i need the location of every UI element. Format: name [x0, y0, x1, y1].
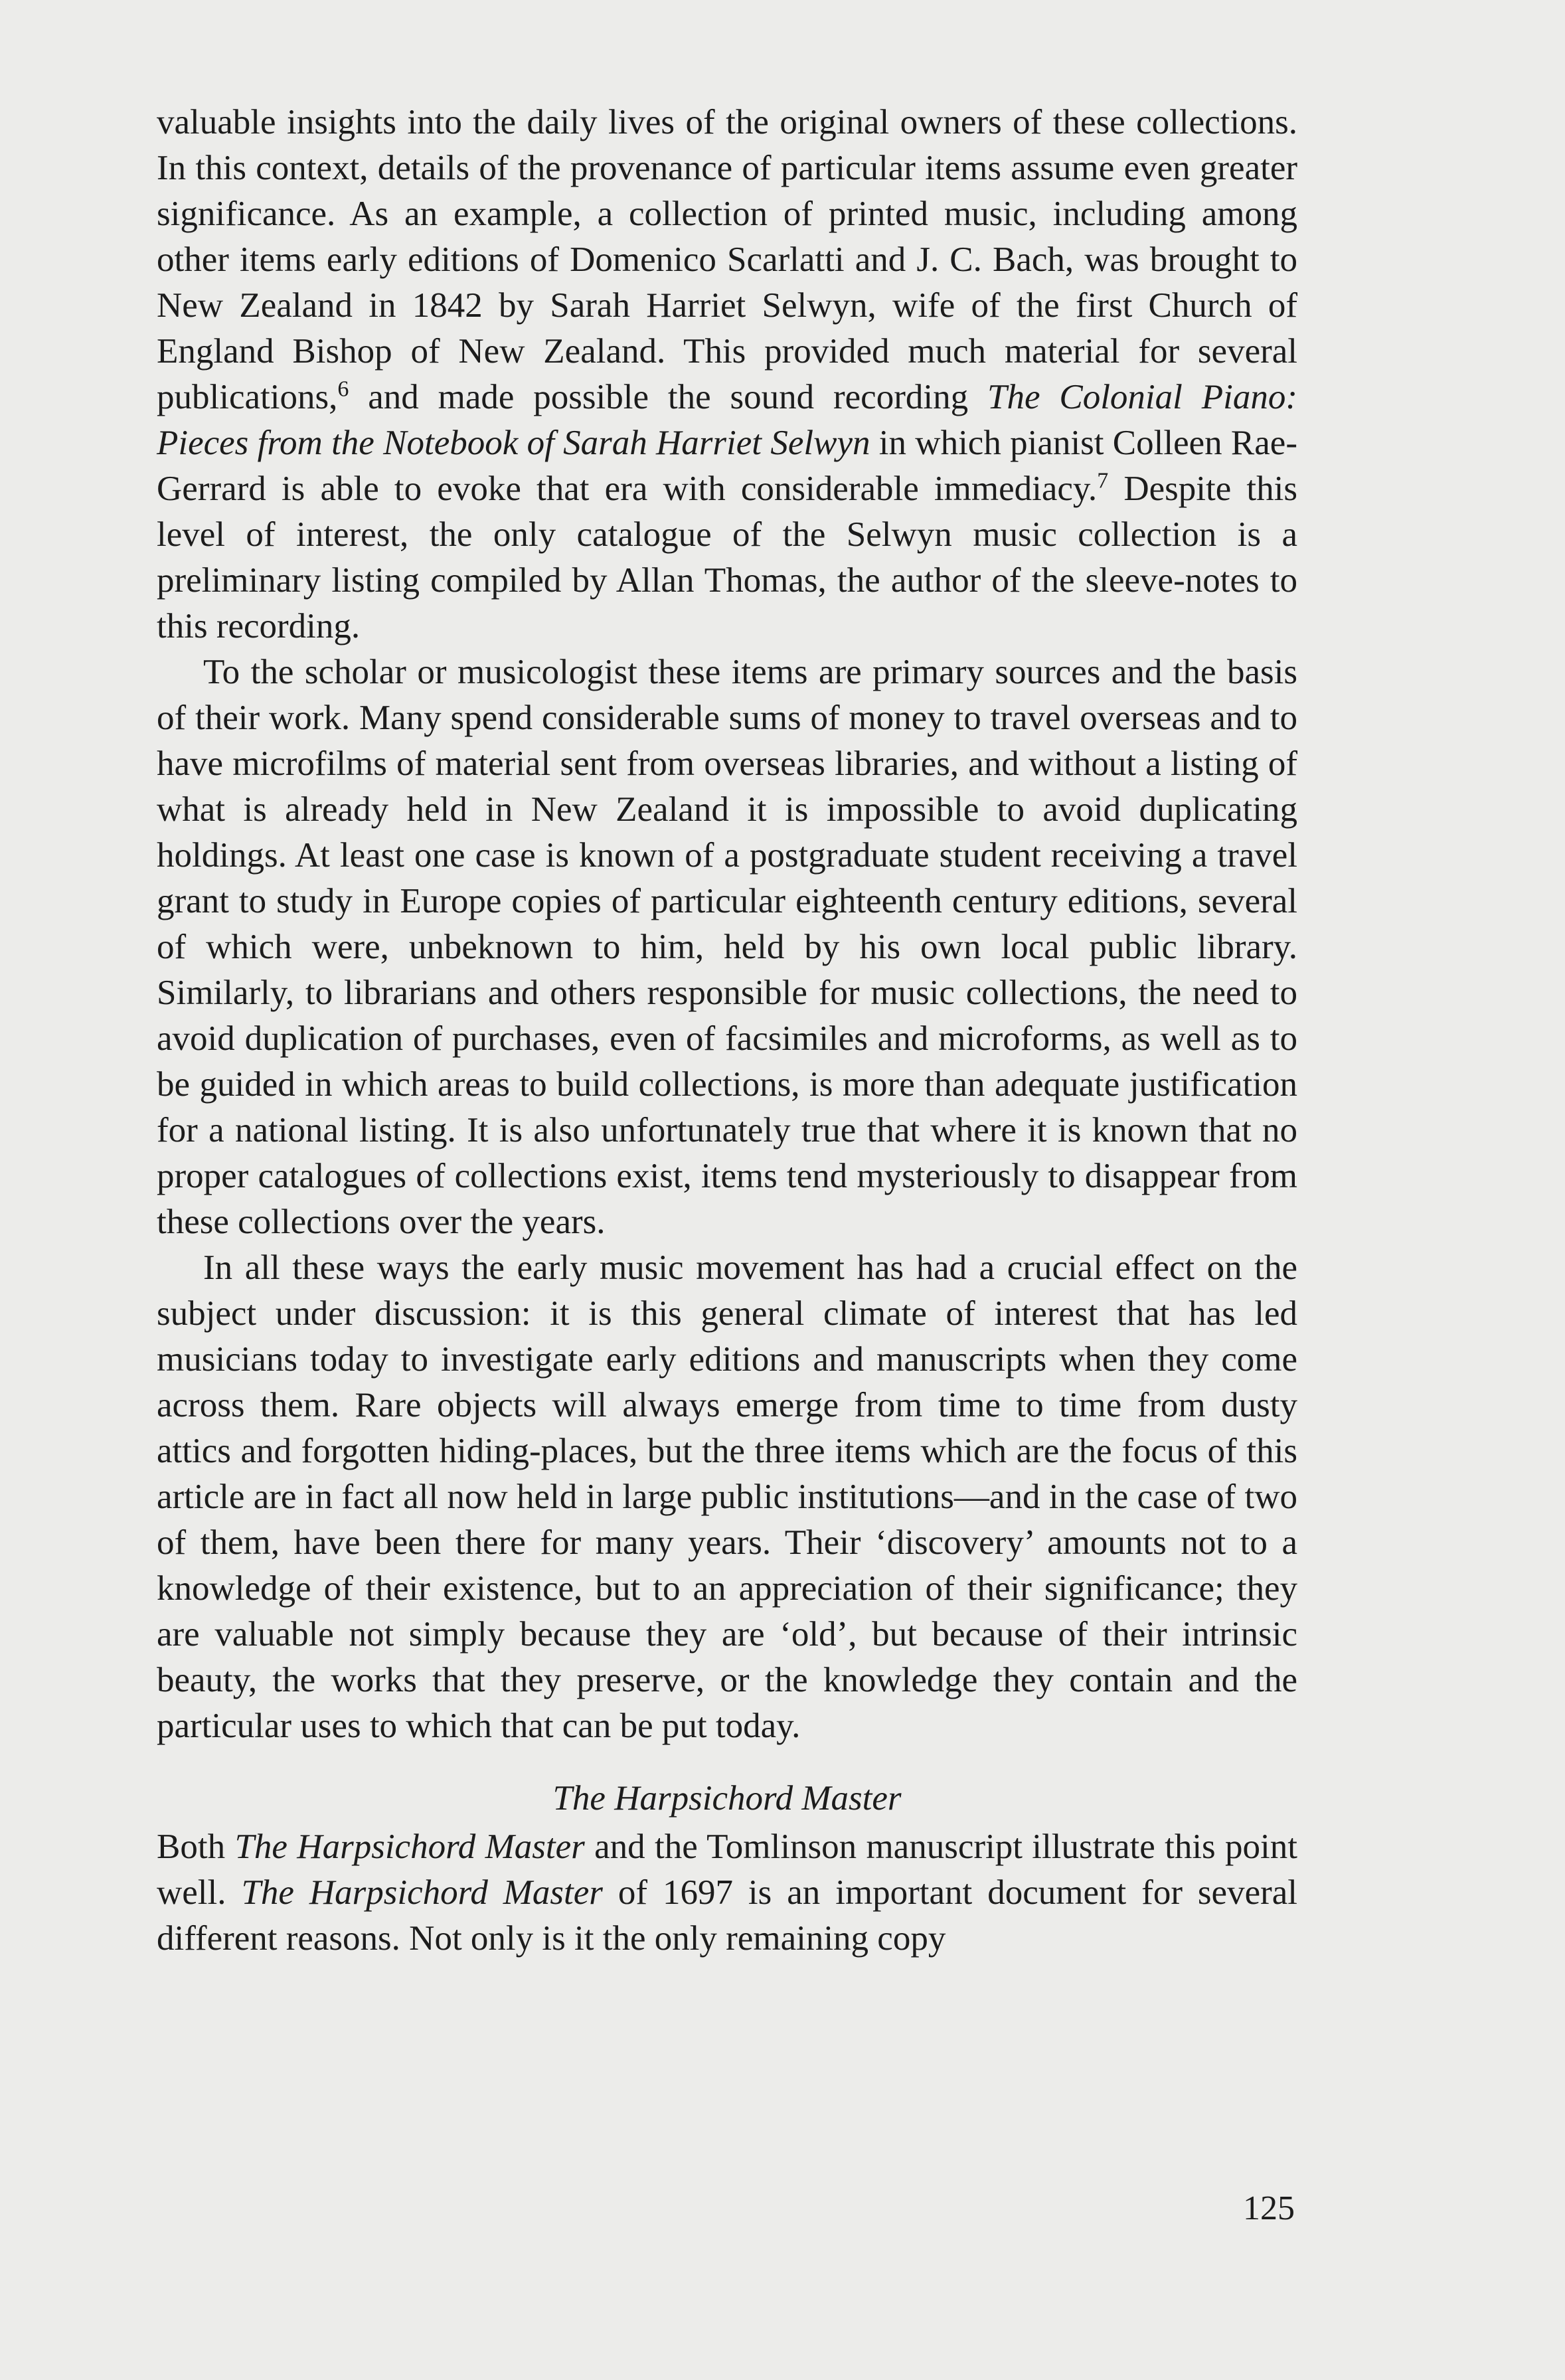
footnote-marker-7: 7 [1097, 468, 1109, 493]
body-text [157, 100, 1297, 1962]
paragraph-4-text-a: Both [157, 1828, 235, 1866]
section-heading: The Harpsichord Master [552, 1779, 902, 1818]
paragraph-1-text-b: and made possible the sound recording [349, 378, 987, 416]
paragraph-4-text-c: of 1697 is an important document for several different reasons. Not only is it the only remaining copy [157, 1873, 1297, 1958]
harpsichord-master-title: The Harpsichord Master [234, 1828, 585, 1866]
paragraph-3: In all these ways the early music movement has had a crucial effect on the subject under discussion: it is this general climate of interest that has led musicians today to investigate early editions and manuscripts when they come across them. Rare objects will always emerge from time to time from dusty attics and forgotten hiding-places, but the three items which are the focus of this article are in fact all now held in large public institutions—and in the case of two of them, have been there for many years. Their ‘discovery’ amounts not to a knowledge of their existence, but to an appreciation of their significance; they are valuable not simply because they are ‘old’, but because of their intrinsic beauty, the works that they preserve, or the knowledge they contain and the particular uses to which that can be put today. [157, 1248, 1297, 1745]
paragraph-4-text-b: and the Tomlinson manuscript illustrate this point well. [157, 1828, 1297, 1912]
recording-title: The Colonial Piano: Pieces from the Notebook of Sarah Harriet Selwyn [157, 378, 1298, 462]
paragraph-1 [157, 100, 1297, 649]
paragraph-1-text-a: valuable insights into the daily lives of the original owners of these collections. In this context, details of the provenance of particular items assume even greater significance. As an example, a collection of printed music, including among other items early editions of Domenico Scarlatti and J. C. Bach, was brought to New Zealand in 1842 by Sarah Harriet Selwyn, wife of the first Church of England Bishop of New Zealand. This provided much material for several publications, [157, 103, 1297, 416]
paragraph-1-text-c: in which pianist Colleen Rae-Gerrard is able to evoke that era with considerable immediacy. [157, 424, 1297, 508]
page-number: 125 [1243, 2189, 1295, 2227]
paragraph-1-text-d: Despite this level of interest, the only catalogue of the Selwyn music collection is a preliminary listing compiled by Allan Thomas, the author of the sleeve-notes to this recording. [157, 469, 1297, 645]
footnote-marker-6: 6 [337, 377, 349, 402]
paragraph-4 [157, 1824, 1297, 1962]
paragraph-2: To the scholar or musicologist these items are primary sources and the basis of their work. Many spend considerable sums of money to travel overseas and to have microfilms of material sent from overseas libraries, and without a listing of what is already held in New Zealand it is impossible to avoid duplicating holdings. At least one case is known of a postgraduate student receiving a travel grant to study in Europe copies of particular eighteenth century editions, several of which were, unbeknown to him, held by his own local public library. Similarly, to librarians and others responsible for music collections, the need to avoid duplication of purchases, even of facsimiles and microforms, as well as to be guided in which areas to build collections, is more than adequate justification for a national listing. It is also unfortunately true that where it is known that no proper catalogues of collections exist, items tend mysteriously to disappear from these collections over the years. [157, 653, 1297, 1241]
harpsichord-master-title-2: The Harpsichord Master [241, 1873, 603, 1912]
